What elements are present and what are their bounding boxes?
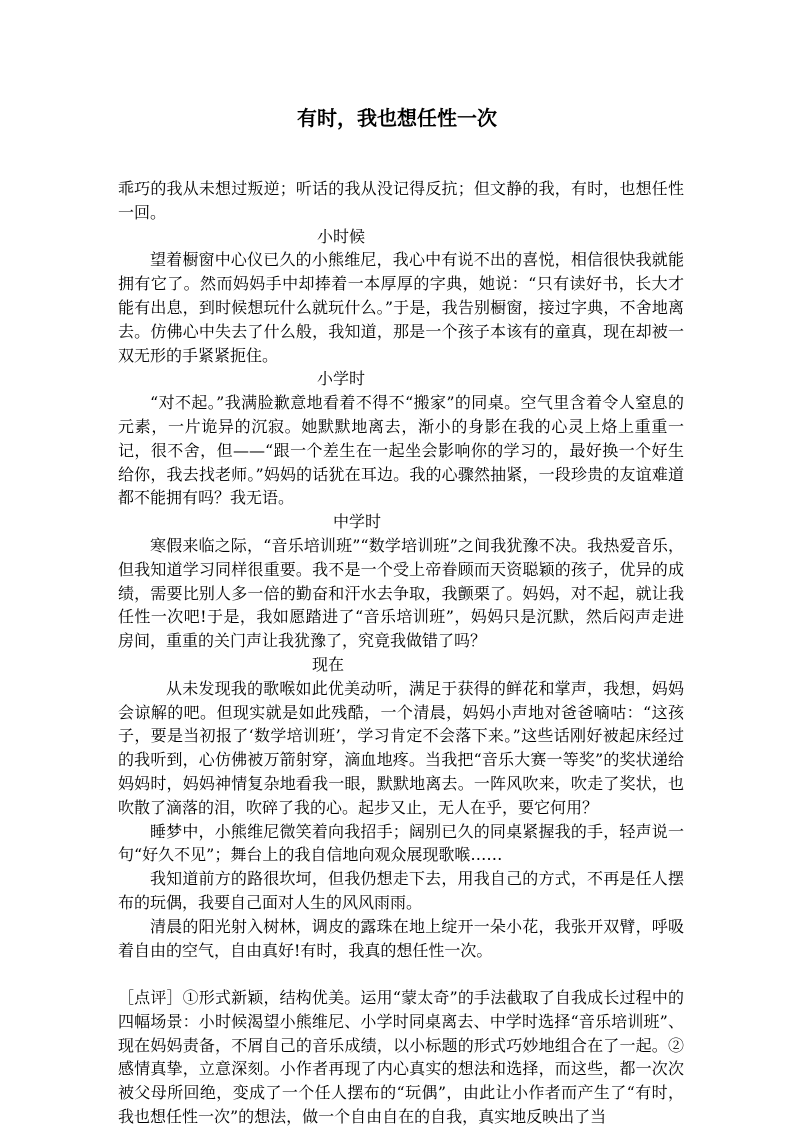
section-paragraph: 清晨的阳光射入树林，调皮的露珠在地上绽开一朵小花，我张开双臂，呼吸着自由的空气，自由真好!有时，我真的想任性一次。 <box>118 916 684 960</box>
intro-paragraph: 乖巧的我从未想过叛逆；听话的我从没记得反抗；但文静的我，有时，也想任性一回。 <box>118 179 684 222</box>
section-heading: 现在 <box>312 654 345 674</box>
section-paragraph: 望着橱窗中心仪已久的小熊维尼，我心中有说不出的喜悦，相信很快我就能拥有它了。然而妈妈手中却捧着一本厚厚的字典，她说：“只有读好书，长大才能有出息，到时候想玩什么就玩什么。”于是，我告别橱窗，接过字典，不舍地离去。仿佛心中失去了什么般，我知道，那是一个孩子本该有的童真，现在却被一双无形的手紧紧扼住。 <box>118 250 684 365</box>
section-heading: 中学时 <box>333 512 382 532</box>
section-paragraph: 我知道前方的路很坎坷，但我仍想走下去，用我自己的方式，不再是任人摆布的玩偶，我要自己面对人生的风风雨雨。 <box>118 869 684 912</box>
section-paragraph: 睡梦中，小熊维尼微笑着向我招手；阔别已久的同桌紧握我的手，轻声说一句“好久不见”；舞台上的我自信地向观众展现歌喉…… <box>118 821 684 865</box>
section-heading: 小学时 <box>317 369 366 389</box>
essay-body <box>118 177 684 1129</box>
section-paragraph: “对不起。”我满脸歉意地看着不得不“搬家”的同桌。空气里含着令人窒息的元素，一片诡异的沉寂。她默默地离去，渐小的身影在我的心灵上烙上重重一记，很不舍，但——“跟一个差生在一起坐会影响你的学习的，最好换一个好生给你，我去找老师。”妈妈的话犹在耳边。我的心骤然抽紧，一段珍贵的友谊难道都不能拥有吗？我无语。 <box>118 393 684 508</box>
essay-title: 有时，我也想任性一次 <box>297 106 497 130</box>
section-paragraph: 寒假来临之际，“音乐培训班”“数学培训班”之间我犹豫不决。我热爱音乐，但我知道学习同样很重要。我不是一个受上帝眷顾而天资聪颖的孩子，优异的成绩，需要比别人多一倍的勤奋和汗水去争取，我颤栗了。妈妈，对不起，就让我任性一次吧!于是，我如愿踏进了“音乐培训班”，妈妈只是沉默，然后闷声走进房间，重重的关门声让我犹豫了，究竟我做错了吗？ <box>118 535 684 651</box>
comment-paragraph: ［点评］①形式新颖，结构优美。运用“蒙太奇”的手法截取了自我成长过程中的四幅场景：小时候渴望小熊维尼、小学时同桌离去、中学时选择“音乐培训班”、现在妈妈责备，不屑自己的音乐成绩，以小标题的形式巧妙地组合在了一起。②感情真挚，立意深刻。小作者再现了内心真实的想法和选择，而这些，都一次次被父母所回绝，变成了一个任人摆布的“玩偶”，由此让小作者而产生了“有时，我也想任性一次”的想法，做一个自由自在的自我，真实地反映出了当 <box>118 988 684 1127</box>
blank-line <box>118 962 684 986</box>
section-paragraph: 从未发现我的歌喉如此优美动听，满足于获得的鲜花和掌声，我想，妈妈会谅解的吧。但现实就是如此残酷，一个清晨，妈妈小声地对爸爸嘀咕：“这孩子，要是当初报了‘数学培训班’，学习肯定不会落下来。”这些话刚好被起床经过的我听到，心仿佛被万箭射穿，滴血地疼。当我把“音乐大赛一等奖”的奖状递给妈妈时，妈妈神情复杂地看我一眼，默默地离去。一阵风吹来，吹走了奖状，也吹散了滴落的泪，吹碎了我的心。起步又止，无人在乎，要它何用？ <box>118 678 684 817</box>
section-heading: 小时候 <box>317 226 366 246</box>
